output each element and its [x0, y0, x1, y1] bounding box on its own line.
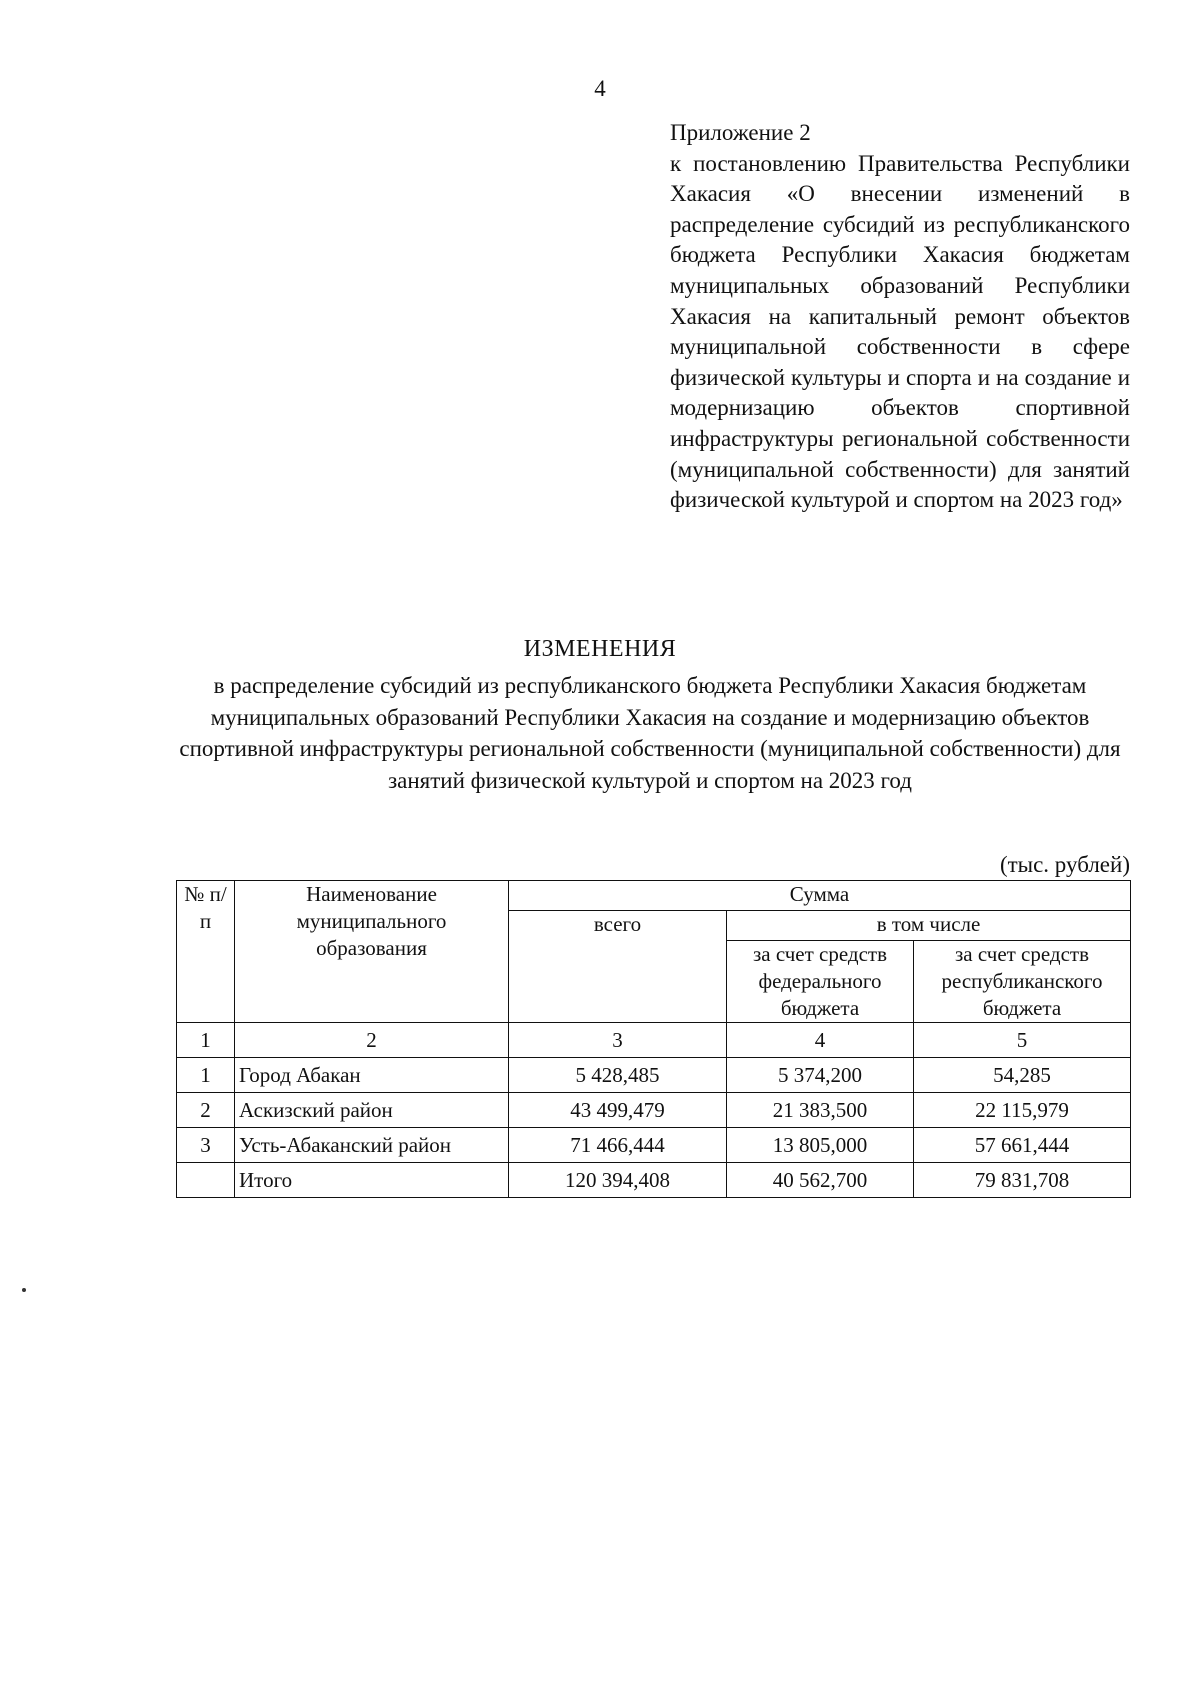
row-name: Усть-Абаканский район [235, 1128, 509, 1163]
row-republic: 79 831,708 [914, 1163, 1131, 1198]
appendix-body: к постановлению Правительства Республики Хакасия «О внесении изменений в распределение субсидий из республиканского бюджета Республики Хакасия бюджетам муниципальных образований Республики Хакасия на капитальный ремонт объектов муниципальной собственности в сфере физической культуры и спорта и на создание и модернизацию объектов спортивной инфраструктуры региональной собственности (муниципальной собственности) для занятий физической культурой и спортом на 2023 год» [670, 150, 1130, 513]
column-number: 5 [914, 1023, 1131, 1058]
column-number: 2 [235, 1023, 509, 1058]
row-total: 71 466,444 [509, 1128, 727, 1163]
row-republic: 54,285 [914, 1058, 1131, 1093]
row-name: Аскизский район [235, 1093, 509, 1128]
header-including: в том числе [727, 911, 1131, 941]
row-name: Город Абакан [235, 1058, 509, 1093]
column-number: 1 [177, 1023, 235, 1058]
document-title: ИЗМЕНЕНИЯ [523, 636, 677, 662]
appendix-title: Приложение 2 [670, 120, 811, 145]
header-num: № п/п [177, 881, 235, 1023]
subsidy-table [176, 880, 1131, 1198]
row-num: 3 [177, 1128, 235, 1163]
page-number: 4 [594, 76, 606, 101]
table-row [177, 1128, 1131, 1163]
row-num: 1 [177, 1058, 235, 1093]
row-federal: 40 562,700 [727, 1163, 914, 1198]
row-republic: 57 661,444 [914, 1128, 1131, 1163]
row-republic: 22 115,979 [914, 1093, 1131, 1128]
header-total: всего [509, 911, 727, 1023]
row-total: 43 499,479 [509, 1093, 727, 1128]
row-federal: 5 374,200 [727, 1058, 914, 1093]
row-total: 5 428,485 [509, 1058, 727, 1093]
scan-speck [22, 1288, 26, 1292]
table-row-total [177, 1163, 1131, 1198]
table-row [177, 1093, 1131, 1128]
header-federal: за счет средств федерального бюджета [727, 941, 914, 1023]
row-name: Итого [235, 1163, 509, 1198]
table-row [177, 1058, 1131, 1093]
row-total: 120 394,408 [509, 1163, 727, 1198]
units-label: (тыс. рублей) [999, 852, 1130, 877]
column-number: 4 [727, 1023, 914, 1058]
document-subtitle: в распределение субсидий из республиканского бюджета Республики Хакасия бюджетам муниципальных образований Республики Хакасия на создание и модернизацию объектов спортивной инфраструктуры региональной собственности (муниципальной собственности) для занятий физической культурой и спортом на 2023 год [179, 673, 1121, 793]
appendix-block [670, 118, 1130, 516]
row-federal: 21 383,500 [727, 1093, 914, 1128]
row-num [177, 1163, 235, 1198]
header-republic: за счет средств республиканского бюджета [914, 941, 1131, 1023]
header-name: Наименование муниципального образования [235, 881, 509, 1023]
row-num: 2 [177, 1093, 235, 1128]
row-federal: 13 805,000 [727, 1128, 914, 1163]
header-sum: Сумма [509, 881, 1131, 911]
column-number-row [177, 1023, 1131, 1058]
column-number: 3 [509, 1023, 727, 1058]
